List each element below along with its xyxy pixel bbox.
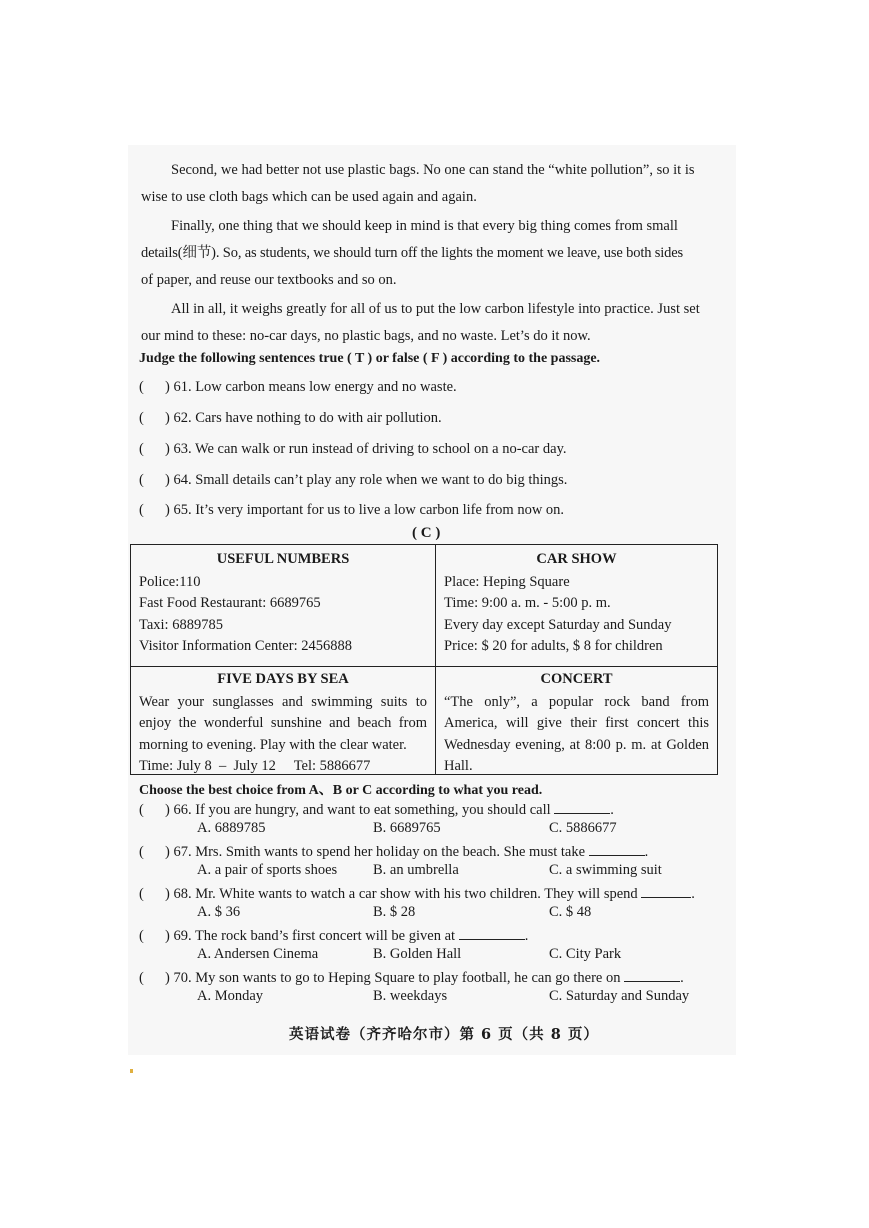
- option-a[interactable]: A. a pair of sports shoes: [197, 862, 338, 878]
- cell-line: enjoy the wonderful sunshine and beach from: [139, 715, 427, 731]
- paragraph-line: our mind to these: no-car days, no plastic bags, and no waste. Let’s do it now.: [141, 328, 591, 344]
- cell-title: CONCERT: [540, 671, 613, 687]
- cell-car-show: [436, 547, 717, 666]
- cell-line: Wear your sunglasses and swimming suits to: [139, 693, 427, 710]
- cell-line: Fast Food Restaurant: 6689765: [139, 595, 321, 611]
- mc-question-67[interactable]: [139, 841, 648, 861]
- answer-bracket: (: [139, 802, 144, 818]
- answer-blank[interactable]: [589, 841, 645, 856]
- question-text: ) 61. Low carbon means low energy and no waste.: [165, 379, 457, 395]
- answer-bracket: (: [139, 410, 144, 426]
- paragraph-line: All in all, it weighs greatly for all of us to put the low carbon lifestyle into practice. Just set: [171, 301, 700, 317]
- question-text: ) 62. Cars have nothing to do with air pollution.: [165, 410, 442, 426]
- option-b[interactable]: B. Golden Hall: [373, 946, 462, 962]
- question-stem: ) 66. If you are hungry, and want to eat something, you should call: [165, 802, 551, 818]
- cell-line: Place: Heping Square: [444, 573, 570, 590]
- option-b[interactable]: B. 6689765: [373, 820, 441, 836]
- cell-five-days-by-sea: [131, 667, 435, 775]
- answer-blank[interactable]: [459, 925, 525, 940]
- answer-bracket: (: [139, 970, 144, 986]
- option-c[interactable]: C. $ 48: [549, 904, 592, 920]
- question-end: .: [524, 928, 529, 944]
- mc-question-68[interactable]: [139, 883, 695, 903]
- cell-line: Price: $ 20 for adults, $ 8 for children: [444, 638, 663, 654]
- answer-bracket: (: [139, 379, 144, 395]
- question-stem: ) 68. Mr. White wants to watch a car show with his two children. They will spend: [165, 886, 638, 902]
- mc-question-66[interactable]: [139, 799, 614, 819]
- question-stem: ) 70. My son wants to go to Heping Square to play football, he can go there on: [165, 970, 621, 986]
- question-text: ) 65. It’s very important for us to live a low carbon life from now on.: [165, 502, 565, 518]
- cell-title: USEFUL NUMBERS: [216, 551, 350, 567]
- mc-question-69[interactable]: [139, 925, 528, 945]
- tf-question-64[interactable]: [139, 472, 567, 489]
- answer-bracket: (: [139, 441, 144, 457]
- paragraph-plastic-bags: [141, 157, 713, 211]
- cell-useful-numbers: [131, 547, 435, 666]
- question-stem: ) 67. Mrs. Smith wants to spend her holiday on the beach. She must take: [165, 844, 586, 860]
- question-end: .: [610, 802, 614, 818]
- cell-line: morning to evening. Play with the clear water.: [139, 736, 407, 753]
- question-stem: ) 69. The rock band’s first concert will be given at: [165, 928, 456, 944]
- answer-bracket: (: [139, 928, 144, 944]
- answer-blank[interactable]: [624, 967, 680, 982]
- answer-blank[interactable]: [641, 883, 691, 898]
- question-end: .: [691, 886, 695, 902]
- cell-line: America, will give their first concert this: [444, 715, 709, 731]
- option-a[interactable]: A. Andersen Cinema: [197, 946, 319, 962]
- question-end: .: [644, 844, 649, 860]
- question-text: ) 64. Small details can’t play any role when we want to do big things.: [165, 472, 568, 488]
- cell-concert: [436, 667, 717, 775]
- cell-line: Visitor Information Center: 2456888: [139, 638, 352, 654]
- paragraph-conclusion: [141, 296, 713, 350]
- cell-title: CAR SHOW: [536, 551, 617, 567]
- cell-line: Police:110: [139, 573, 201, 590]
- paragraph-line: wise to use cloth bags which can be used again and again.: [141, 189, 477, 205]
- tf-question-65[interactable]: [139, 502, 564, 519]
- option-c[interactable]: C. 5886677: [549, 820, 617, 836]
- cell-line: Taxi: 6889785: [139, 616, 223, 633]
- question-text: ) 63. We can walk or run instead of driving to school on a no-car day.: [165, 441, 567, 457]
- answer-bracket: (: [139, 886, 144, 902]
- option-b[interactable]: B. $ 28: [373, 904, 416, 920]
- paragraph-small-details: [141, 213, 713, 294]
- answer-bracket: (: [139, 472, 144, 488]
- paragraph-line: of paper, and reuse our textbooks and so on.: [141, 272, 397, 288]
- option-b[interactable]: B. weekdays: [373, 988, 448, 1004]
- tf-question-61[interactable]: [139, 379, 457, 396]
- paragraph-line: Finally, one thing that we should keep in mind is that every big thing comes from small: [171, 218, 678, 234]
- option-c[interactable]: C. City Park: [549, 946, 622, 962]
- cell-line: Time: 9:00 a. m. - 5:00 p. m.: [444, 595, 611, 611]
- section-c-label: ( C ): [412, 525, 441, 541]
- tf-question-62[interactable]: [139, 410, 442, 427]
- answer-blank[interactable]: [554, 799, 610, 814]
- option-a[interactable]: A. Monday: [197, 988, 264, 1004]
- cell-line: Every day except Saturday and Sunday: [444, 616, 672, 633]
- cell-line: “The only”, a popular rock band from: [444, 693, 709, 710]
- option-c[interactable]: C. a swimming suit: [549, 862, 662, 878]
- cell-line: Time: July 8 – July 12 Tel: 5886677: [139, 758, 371, 774]
- option-a[interactable]: A. 6889785: [197, 820, 266, 836]
- notice-board-table: [130, 544, 718, 775]
- question-end: .: [680, 970, 684, 986]
- cell-title: FIVE DAYS BY SEA: [217, 671, 349, 687]
- cell-line: Hall.: [444, 758, 473, 774]
- scan-speck: [130, 1069, 133, 1073]
- paragraph-line: Second, we had better not use plastic bags. No one can stand the “white pollution”, so it is: [171, 162, 695, 178]
- page-footer: 英语试卷（齐齐哈尔市）第 6 页（共 8 页）: [289, 1026, 599, 1043]
- answer-bracket: (: [139, 844, 144, 860]
- option-c[interactable]: C. Saturday and Sunday: [549, 988, 690, 1004]
- tf-question-63[interactable]: [139, 441, 567, 458]
- answer-bracket: (: [139, 502, 144, 518]
- cell-line: Wednesday evening, at 8:00 p. m. at Golden: [444, 736, 709, 753]
- mc-question-70[interactable]: [139, 967, 684, 987]
- choice-instruction: Choose the best choice from A、B or C according to what you read.: [139, 783, 543, 798]
- paragraph-line: details(细节). So, as students, we should turn off the lights the moment we leave, use both sides: [141, 245, 684, 261]
- option-b[interactable]: B. an umbrella: [373, 862, 459, 878]
- judge-instruction: Judge the following sentences true ( T ) or false ( F ) according to the passage.: [139, 351, 601, 366]
- option-a[interactable]: A. $ 36: [197, 904, 241, 920]
